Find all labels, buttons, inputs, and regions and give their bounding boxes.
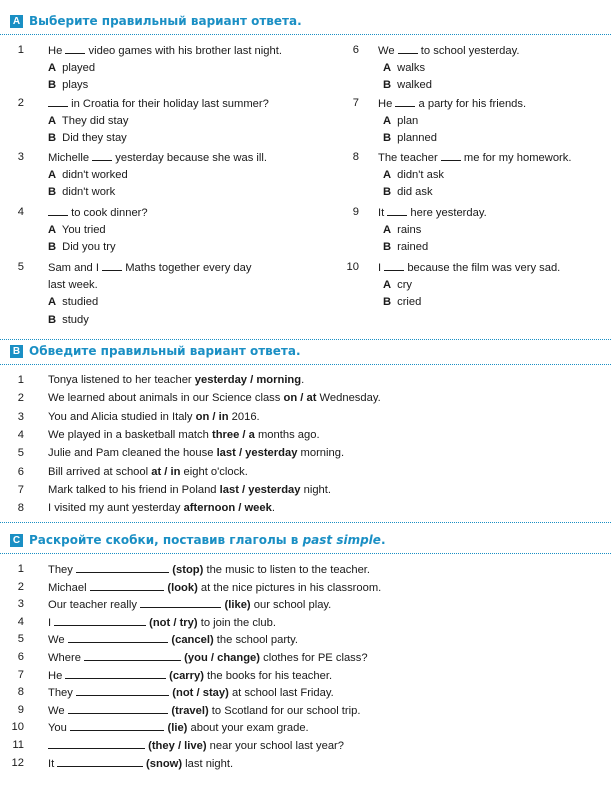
option-a[interactable] (48, 169, 128, 182)
option-a-letter: A (383, 61, 392, 74)
question-number: 6 (17, 651, 24, 663)
verb-hint: (you / change) (184, 652, 261, 664)
question-text (48, 44, 282, 58)
question-text (48, 686, 334, 700)
answer-blank[interactable] (395, 97, 415, 107)
option-b[interactable] (383, 241, 428, 254)
answer-blank[interactable] (68, 633, 169, 643)
answer-blank[interactable] (84, 651, 181, 661)
verb-hint: (lie) (167, 722, 188, 735)
question-text (48, 739, 344, 753)
sentence-start: We (48, 634, 68, 647)
sentence-end: at school last Friday. (228, 687, 334, 700)
option-b[interactable] (48, 241, 116, 254)
question-suffix: here yesterday. (407, 207, 487, 219)
sentence-start: Bill arrived at school (48, 465, 152, 478)
sentence-end: to Scotland for our school trip. (208, 704, 361, 717)
answer-blank[interactable] (76, 563, 169, 573)
question-text (48, 411, 260, 424)
question-suffix: video games with his brother last night. (85, 45, 282, 57)
question-number: 4 (17, 206, 24, 218)
answer-blank[interactable] (387, 206, 407, 216)
option-b-letter: B (48, 79, 57, 91)
sentence-start: Tonya listened to her teacher (48, 374, 195, 386)
question-number: 7 (17, 668, 24, 681)
section-a-badge: A (10, 15, 23, 28)
choice-words[interactable]: last / yesterday (216, 447, 298, 460)
question-text (48, 206, 148, 220)
option-b-text: cried (394, 296, 422, 308)
question-prefix: It (378, 207, 388, 219)
question-text (48, 651, 368, 665)
option-a[interactable] (48, 224, 106, 237)
question-text (378, 261, 560, 275)
option-b-text: plays (59, 79, 89, 91)
section-c-title: Раскройте скобки, поставив глаголы в past simple. (29, 533, 386, 547)
sentence-end: . (301, 374, 305, 386)
verb-hint: (cancel) (171, 634, 214, 647)
option-a-letter: A (48, 61, 57, 74)
option-b-letter: B (383, 296, 392, 308)
question-number: 2 (17, 97, 24, 109)
option-b-text: study (59, 313, 89, 326)
verb-hint: (they / live) (148, 740, 207, 752)
question-suffix: yesterday because she was ill. (112, 152, 267, 164)
question-text (378, 97, 526, 111)
question-text (378, 151, 571, 165)
question-number: 5 (17, 261, 24, 273)
option-b-letter: B (48, 186, 57, 198)
sentence-start: We (48, 704, 68, 717)
verb-hint: (like) (224, 599, 251, 612)
sentence-end: 2016. (228, 410, 260, 423)
option-a[interactable] (48, 296, 98, 309)
option-b-text: walked (394, 79, 432, 91)
option-b-text: planned (394, 132, 437, 144)
sentence-start: Where (48, 652, 85, 664)
option-a-letter: A (383, 278, 392, 291)
section-b-header (10, 345, 301, 359)
option-a-text: didn't ask (394, 168, 445, 181)
verb-hint: (carry) (169, 669, 204, 682)
question-number: 7 (17, 483, 24, 496)
verb-hint: (not / try) (149, 616, 198, 629)
option-a-text: cry (394, 278, 413, 291)
sentence-end: the music to listen to the teacher. (203, 564, 371, 576)
option-a-letter: A (48, 114, 57, 127)
sentence-end: eight o'clock. (180, 465, 248, 478)
question-text (48, 598, 331, 612)
question-number: 6 (352, 44, 359, 56)
choice-words[interactable]: at / in (151, 465, 181, 478)
question-text (48, 633, 298, 647)
sentence-end: to join the club. (197, 616, 276, 629)
question-number: 3 (17, 410, 24, 423)
section-a-title: Выберите правильный вариант ответа. (29, 14, 302, 28)
question-number: 9 (352, 206, 359, 218)
question-number: 5 (17, 447, 24, 460)
option-a-letter: A (383, 168, 392, 181)
choice-words[interactable]: on / at (283, 392, 317, 405)
sentence-start: They (48, 687, 76, 700)
verb-hint: (not / stay) (172, 687, 229, 700)
question-prefix: He (378, 98, 396, 110)
question-number: 1 (17, 44, 24, 56)
sentence-start: Julie and Pam cleaned the house (48, 447, 217, 460)
option-a-letter: A (383, 114, 392, 127)
answer-blank[interactable] (384, 261, 404, 271)
question-text (378, 206, 487, 220)
option-a-letter: A (48, 168, 57, 181)
verb-hint: (stop) (172, 564, 204, 576)
option-b[interactable] (48, 186, 115, 199)
sentence-end: at the nice pictures in his classroom. (197, 581, 382, 594)
question-suffix: to cook dinner? (68, 207, 148, 219)
option-a-text: walks (394, 61, 426, 74)
sentence-start: We learned about animals in our Science class (48, 392, 284, 405)
option-a[interactable] (383, 169, 444, 182)
section-c-badge: C (10, 534, 23, 547)
sentence-start: You and Alicia studied in Italy (48, 410, 196, 423)
sentence-start: Michael (48, 581, 90, 594)
choice-words[interactable]: three / a (211, 428, 255, 441)
question-number: 4 (17, 428, 24, 441)
sentence-end: . (271, 502, 275, 515)
option-b[interactable] (383, 79, 432, 92)
sentence-end: night. (300, 483, 331, 496)
section-a-divider (0, 34, 611, 35)
answer-blank[interactable] (70, 721, 164, 731)
question-suffix: a party for his friends. (415, 98, 527, 110)
question-text (48, 261, 251, 275)
question-number: 6 (17, 465, 24, 478)
question-prefix: Sam and I (48, 262, 103, 274)
sentence-start: They (48, 564, 76, 576)
sentence-end: about your exam grade. (187, 722, 309, 735)
option-a-letter: A (48, 296, 57, 308)
question-number: 3 (17, 151, 24, 163)
sentence-end: clothes for PE class? (260, 652, 368, 664)
option-b[interactable] (48, 79, 88, 92)
question-prefix: Michelle (48, 152, 93, 164)
question-number: 3 (17, 598, 24, 611)
sentence-end: near your school last year? (206, 740, 344, 752)
answer-blank[interactable] (65, 669, 166, 679)
answer-blank[interactable] (92, 151, 112, 161)
sentence-start: Our teacher really (48, 599, 141, 612)
question-suffix: to school yesterday. (417, 45, 520, 57)
section-b-top-divider (0, 339, 611, 340)
question-suffix: me for my homework. (460, 152, 572, 164)
question-number: 2 (17, 580, 24, 593)
option-b-text: didn't work (59, 186, 116, 198)
verb-hint: (snow) (146, 757, 183, 770)
option-a-letter: A (383, 223, 392, 236)
answer-blank[interactable] (54, 616, 146, 626)
question-text (48, 704, 360, 718)
answer-blank[interactable] (398, 44, 418, 54)
option-a-text: You tried (59, 223, 106, 236)
question-number: 12 (11, 756, 24, 769)
question-number: 7 (352, 97, 359, 109)
section-a-header (10, 15, 302, 29)
option-a-text: played (59, 61, 96, 74)
option-b-letter: B (48, 132, 57, 144)
option-a-text: rains (394, 223, 422, 236)
question-text (48, 447, 344, 460)
question-continuation: last week. (48, 278, 98, 291)
sentence-start: You (48, 722, 70, 735)
option-a[interactable] (383, 62, 425, 75)
option-b-letter: B (48, 241, 57, 253)
option-b[interactable] (383, 296, 421, 309)
answer-blank[interactable] (90, 581, 165, 591)
section-c-top-divider (0, 522, 611, 523)
question-text (48, 484, 331, 497)
question-text (48, 581, 381, 595)
option-a[interactable] (383, 115, 418, 128)
question-text (48, 374, 304, 387)
question-text (48, 502, 275, 515)
option-a[interactable] (383, 224, 421, 237)
question-text (48, 757, 233, 771)
question-suffix: in Croatia for their holiday last summer? (68, 98, 269, 110)
question-text (48, 721, 309, 735)
question-number: 9 (17, 703, 24, 716)
sentence-start: It (48, 757, 58, 770)
choice-words[interactable]: last / yesterday (219, 483, 301, 496)
sentence-start: We played in a basketball match (48, 428, 212, 441)
section-b-badge: B (10, 345, 23, 358)
option-b[interactable] (48, 132, 127, 145)
option-b-letter: B (383, 241, 392, 253)
answer-blank[interactable] (57, 757, 143, 767)
question-text (48, 392, 381, 405)
section-b-divider (0, 364, 611, 365)
sentence-end: the school party. (213, 634, 299, 647)
question-text (48, 669, 332, 683)
question-text (378, 44, 519, 58)
option-b-text: Did you try (59, 241, 116, 253)
option-b[interactable] (48, 314, 89, 327)
choice-words[interactable]: afternoon / week (183, 502, 272, 515)
question-number: 11 (12, 739, 24, 751)
answer-blank[interactable] (76, 686, 169, 696)
question-number: 8 (17, 502, 24, 515)
option-b-text: did ask (394, 186, 433, 198)
question-number: 5 (17, 633, 24, 646)
section-c-divider (0, 553, 611, 554)
sentence-end: months ago. (254, 428, 320, 441)
answer-blank[interactable] (68, 704, 169, 714)
question-text (48, 97, 269, 111)
answer-blank[interactable] (65, 44, 85, 54)
option-a[interactable] (48, 115, 128, 128)
option-a-text: studied (59, 296, 99, 308)
choice-words[interactable]: on / in (195, 410, 229, 423)
option-b-text: rained (394, 241, 429, 253)
question-text (48, 466, 248, 479)
sentence-start: Mark talked to his friend in Poland (48, 483, 220, 496)
option-b-letter: B (48, 313, 57, 326)
question-text (48, 429, 320, 442)
question-prefix: He (48, 45, 66, 57)
sentence-end: morning. (297, 447, 345, 460)
question-text (48, 151, 267, 165)
answer-blank[interactable] (140, 598, 221, 608)
option-a-letter: A (48, 223, 57, 236)
sentence-end: last night. (182, 757, 234, 770)
question-text (48, 616, 276, 630)
section-c-header (10, 534, 386, 548)
question-number: 10 (11, 721, 24, 734)
question-prefix: We (378, 45, 398, 57)
question-number: 8 (17, 686, 24, 699)
option-b[interactable] (383, 132, 437, 145)
question-number: 4 (17, 615, 24, 628)
question-number: 10 (346, 261, 359, 273)
sentence-start: I visited my aunt yesterday (48, 502, 184, 515)
answer-blank[interactable] (441, 151, 461, 161)
sentence-end: the books for his teacher. (203, 669, 333, 682)
verb-hint: (travel) (171, 704, 209, 717)
question-number: 1 (17, 563, 24, 575)
question-number: 1 (17, 374, 24, 386)
question-suffix: because the film was very sad. (404, 262, 561, 274)
answer-blank[interactable] (48, 206, 68, 216)
question-prefix: The teacher (378, 152, 441, 164)
sentence-start: He (48, 669, 66, 682)
option-b-letter: B (383, 186, 392, 198)
option-b[interactable] (383, 186, 433, 199)
verb-hint: (look) (167, 581, 198, 594)
question-text (48, 563, 370, 577)
section-b-title: Обведите правильный вариант ответа. (29, 344, 301, 358)
option-a-text: plan (394, 114, 419, 127)
option-b-letter: B (383, 132, 392, 144)
question-number: 8 (352, 151, 359, 163)
option-a-text: didn't worked (59, 168, 128, 181)
option-b-text: Did they stay (59, 132, 127, 144)
question-prefix: I (378, 262, 385, 274)
answer-blank[interactable] (48, 97, 68, 107)
sentence-end: our school play. (250, 599, 332, 612)
choice-words[interactable]: yesterday / morning (194, 374, 302, 386)
option-a[interactable] (48, 62, 95, 75)
sentence-end: Wednesday. (316, 392, 381, 405)
question-number: 2 (17, 392, 24, 405)
answer-blank[interactable] (102, 261, 122, 271)
option-a[interactable] (383, 279, 412, 292)
answer-blank[interactable] (48, 739, 145, 749)
option-b-letter: B (383, 79, 392, 91)
question-suffix: Maths together every day (122, 262, 252, 274)
sentence-start: I (48, 616, 55, 629)
option-a-text: They did stay (59, 114, 129, 127)
